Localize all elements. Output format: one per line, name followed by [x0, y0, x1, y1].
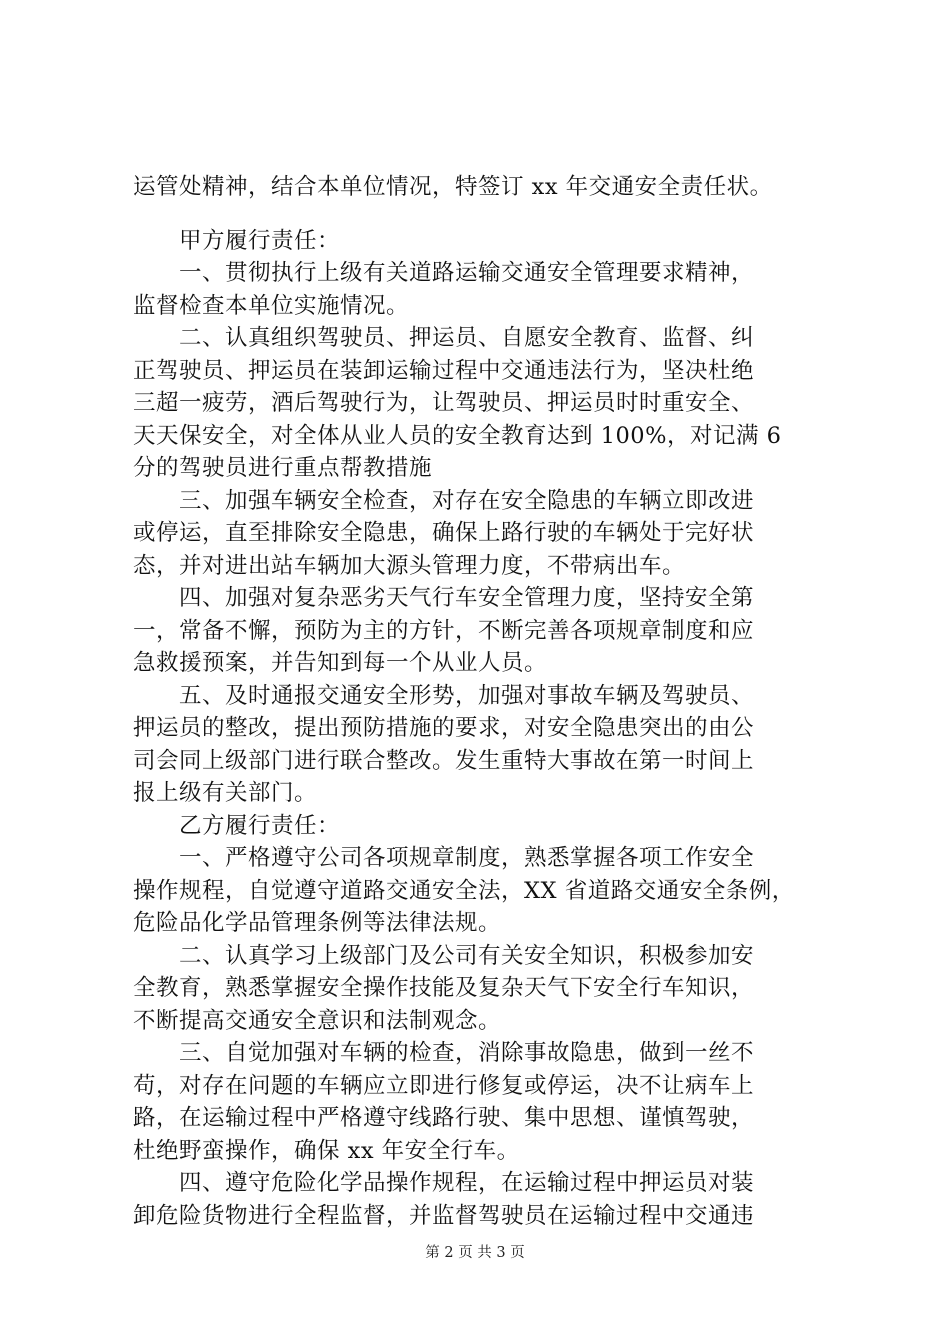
- text-line: 乙方履行责任：: [133, 812, 341, 839]
- text-line: 操作规程，自觉遵守道路交通安全法，XX 省道路交通安全条例，: [133, 877, 795, 904]
- text-line: 分的驾驶员进行重点帮教措施: [133, 455, 433, 481]
- text-line: 不断提高交通安全意识和法制观念。: [133, 1007, 502, 1034]
- text-line: 甲方履行责任：: [133, 227, 341, 254]
- text-line: 三超一疲劳，酒后驾驶行为，让驾驶员、押运员时时重安全、: [133, 390, 755, 416]
- text-line: 危险品化学品管理条例等法律法规。: [133, 910, 502, 936]
- text-line: 监督检查本单位实施情况。: [133, 292, 410, 319]
- text-line: 四、遵守危险化学品操作规程，在运输过程中押运员对装: [133, 1170, 755, 1196]
- text-line: 一，常备不懈，预防为主的方针，不断完善各项规章制度和应: [133, 617, 755, 644]
- text-line: 四、加强对复杂恶劣天气行车安全管理力度，坚持安全第: [133, 585, 755, 611]
- text-line: 态，并对进出站车辆加大源头管理力度，不带病出车。: [133, 552, 686, 579]
- text-line: 杜绝野蛮操作，确保 xx 年安全行车。: [133, 1137, 520, 1164]
- document-body: [133, 171, 833, 1232]
- text-line: 路，在运输过程中严格遵守线路行驶、集中思想、谨慎驾驶，: [133, 1105, 755, 1131]
- text-line: 二、认真学习上级部门及公司有关安全知识，积极参加安: [133, 942, 755, 969]
- text-line: 或停运，直至排除安全隐患，确保上路行驶的车辆处于完好状: [133, 520, 755, 546]
- text-line: 五、及时通报交通安全形势，加强对事故车辆及驾驶员、: [133, 682, 755, 709]
- text-line: 三、自觉加强对车辆的检查，消除事故隐患，做到一丝不: [133, 1040, 755, 1066]
- text-line: 司会同上级部门进行联合整改。发生重特大事故在第一时间上: [133, 747, 755, 774]
- page-footer: 第 2 页 共 3 页: [425, 1245, 525, 1261]
- text-line: 正驾驶员、押运员在装卸运输过程中交通违法行为，坚决杜绝: [133, 357, 755, 384]
- text-line: 二、认真组织驾驶员、押运员、自愿安全教育、监督、纠: [133, 325, 755, 351]
- text-line: 苟，对存在问题的车辆应立即进行修复或停运，决不让病车上: [133, 1072, 755, 1099]
- text-line: 报上级有关部门。: [133, 780, 318, 806]
- text-line: 一、严格遵守公司各项规章制度，熟悉掌握各项工作安全: [133, 845, 755, 871]
- text-line: 运管处精神，结合本单位情况，特签订 xx 年交通安全责任状。: [133, 174, 773, 200]
- text-line: 三、加强车辆安全检查，对存在安全隐患的车辆立即改进: [133, 487, 755, 514]
- text-line: 急救援预案，并告知到每一个从业人员。: [133, 650, 548, 676]
- text-line: 押运员的整改，提出预防措施的要求，对安全隐患突出的由公: [133, 715, 755, 741]
- text-line: 全教育，熟悉掌握安全操作技能及复杂天气下安全行车知识，: [133, 975, 755, 1001]
- text-line: 天天保安全，对全体从业人员的安全教育达到 100%，对记满 6: [133, 422, 782, 449]
- text-line: 卸危险货物进行全程监督，并监督驾驶员在运输过程中交通违: [133, 1202, 755, 1229]
- text-line: 一、贯彻执行上级有关道路运输交通安全管理要求精神，: [133, 260, 755, 286]
- paragraph-gap: [133, 204, 833, 225]
